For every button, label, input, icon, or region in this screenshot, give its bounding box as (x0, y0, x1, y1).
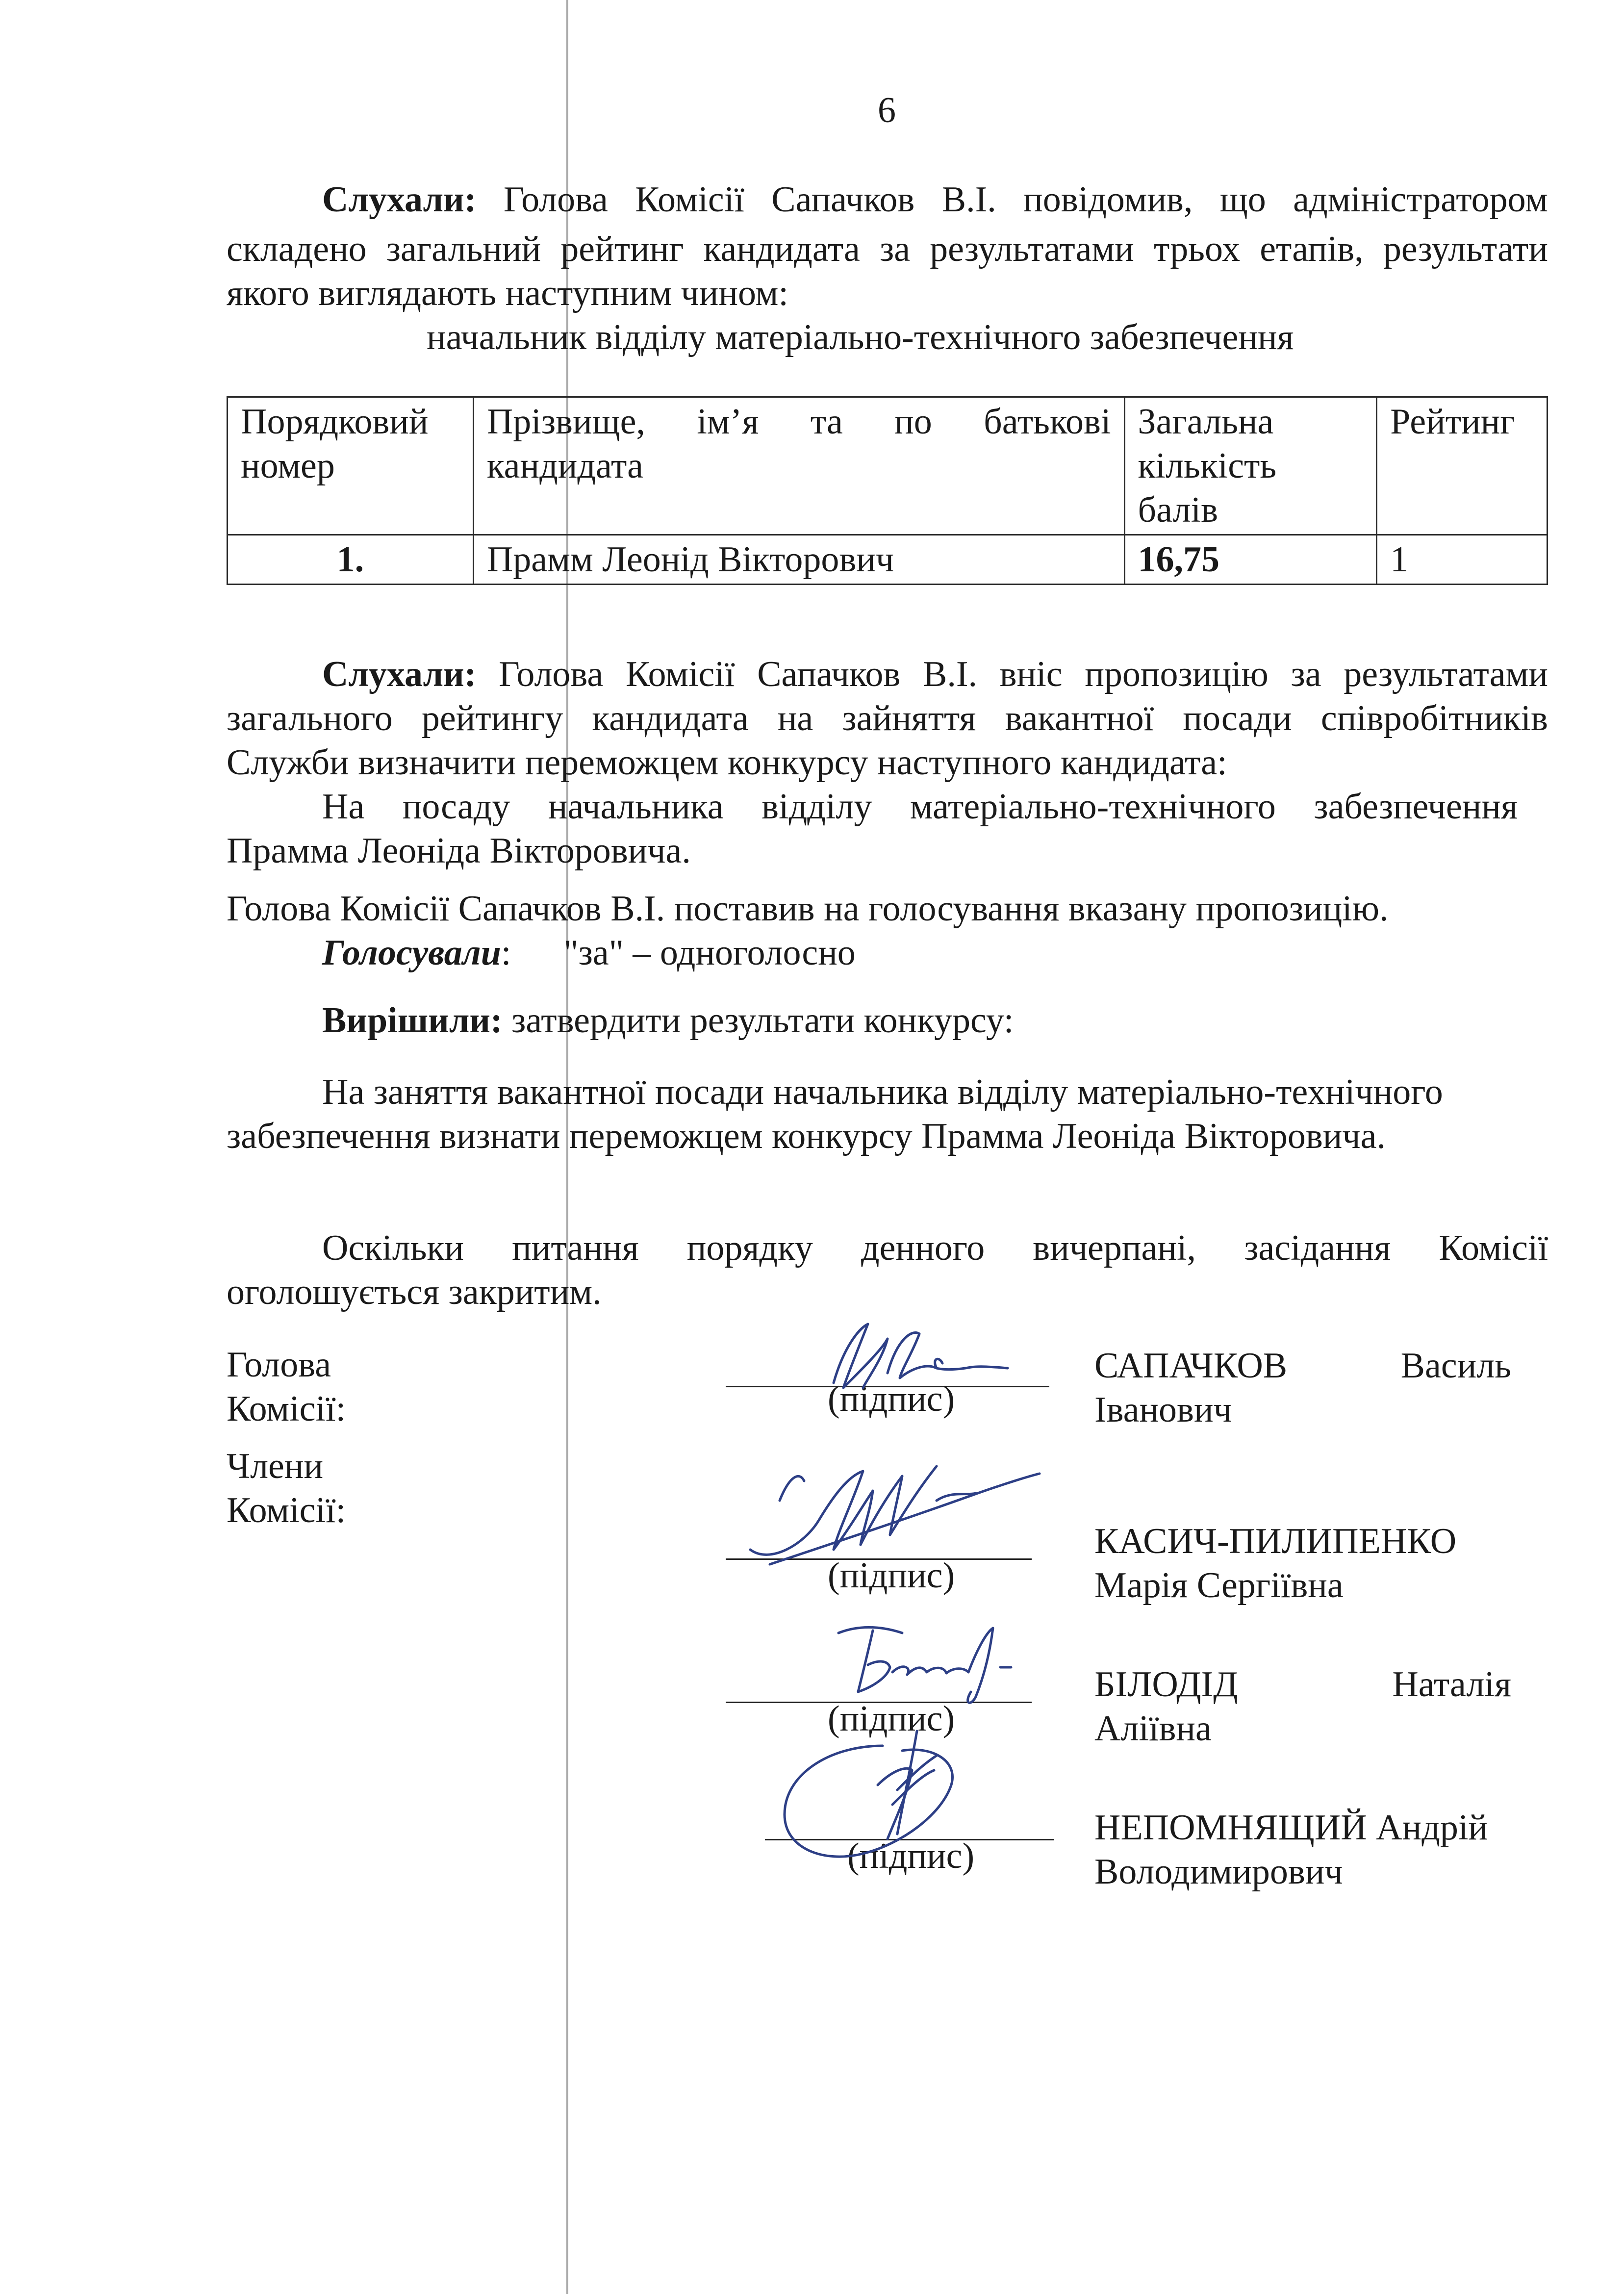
signatory-3-patronymic: Аліївна (1094, 1708, 1212, 1749)
table-row (228, 535, 1548, 585)
header-number: Порядковий номер (228, 397, 474, 535)
closing-line2: оголошується закритим. (227, 1272, 602, 1312)
signatory-4-surname: НЕПОМНЯЩИЙ Андрій (1094, 1808, 1488, 1848)
handwritten-signature-4 (765, 1716, 981, 1873)
signatory-1-given: Василь (1400, 1346, 1511, 1386)
signatory-3-given: Наталія (1392, 1664, 1511, 1705)
signatory-1 (1094, 1344, 1511, 1432)
decided-line2: забезпечення визнати переможцем конкурсу Прамма Леоніда Вікторовича. (227, 1116, 1386, 1156)
heard2-text1: Голова Комісії Сапачков В.І. вніс пропозицію за результатами (499, 654, 1548, 694)
heard1-text1: Голова Комісії Сапачков В.І. повідомив, що адміністратором (503, 179, 1548, 220)
handwritten-signature-2 (740, 1447, 1044, 1594)
table-header-row (228, 397, 1548, 535)
signatory-2-given: Марія Сергіївна (1094, 1565, 1344, 1606)
vote-line: Голосували: "за" – одноголосно (322, 933, 856, 973)
heard1-line1 (227, 178, 1548, 222)
vote-intro: Голова Комісії Сапачков В.І. поставив на голосування вказану пропозицію. (227, 889, 1389, 929)
signatory-4-given: Володимирович (1094, 1852, 1343, 1892)
row-score: 16,75 (1124, 535, 1377, 585)
results-table (227, 396, 1548, 585)
sign-caption-4: (підпис) (847, 1836, 975, 1876)
heard2-line4: На посаду начальника відділу матеріально-технічного забезпечення (322, 787, 1518, 827)
heard1-label: Слухали: (322, 179, 477, 220)
decided-label: Вирішили: (322, 1000, 503, 1041)
header-rating: Рейтинг (1377, 397, 1548, 535)
signatory-2 (1094, 1519, 1456, 1607)
heard2-line1 (227, 652, 1548, 696)
row-name: Прамм Леонід Вікторович (473, 535, 1124, 585)
heard2-line3: Служби визначити переможцем конкурсу наступного кандидата: (227, 742, 1227, 783)
heard2-line2: загального рейтингу кандидата на зайняття вакантної посади співробітників (227, 698, 1548, 739)
row-rating: 1 (1377, 535, 1548, 585)
signatory-3-surname: БІЛОДІД (1094, 1664, 1238, 1705)
vote-label: Голосували (322, 933, 501, 973)
chair-label: Голова Комісії: (227, 1345, 346, 1429)
handwritten-signature-1 (814, 1309, 1010, 1407)
row-number: 1. (228, 535, 474, 585)
signatory-4 (1094, 1806, 1488, 1894)
header-name: Прізвище, ім’я та по батькові кандидата (473, 397, 1124, 535)
closing-line1: Оскільки питання порядку денного вичерпані, засідання Комісії (322, 1228, 1548, 1268)
decided-line1: На заняття вакантної посади начальника відділу матеріально-технічного (322, 1072, 1443, 1112)
heard1-line3: якого виглядають наступним чином: (227, 273, 788, 313)
decided-text: затвердити результати конкурсу: (511, 1000, 1014, 1041)
sign-caption-1: (підпис) (828, 1379, 955, 1419)
position-title: начальник відділу матеріально-технічного забезпечення (427, 317, 1294, 357)
decided-line (322, 998, 1014, 1043)
signatory-3 (1094, 1662, 1511, 1751)
signatory-2-surname: КАСИЧ-ПИЛИПЕНКО (1094, 1521, 1457, 1561)
signatory-1-patronymic: Іванович (1094, 1390, 1232, 1430)
vote-result: "за" – одноголосно (563, 933, 856, 973)
sign-caption-3: (підпис) (828, 1699, 955, 1739)
handwritten-signature-3 (829, 1613, 1035, 1711)
members-label: Члени Комісії: (227, 1446, 346, 1530)
heard1-line2: складено загальний рейтинг кандидата за результатами трьох етапів, результати (227, 229, 1548, 269)
heard2-label: Слухали: (322, 654, 477, 694)
sign-caption-2: (підпис) (828, 1555, 955, 1596)
heard2-line5: Прамма Леоніда Вікторовича. (227, 831, 691, 871)
signatory-1-surname: САПАЧКОВ (1094, 1346, 1288, 1386)
header-score: Загальна кількість балів (1124, 397, 1377, 535)
page-number: 6 (878, 90, 896, 130)
